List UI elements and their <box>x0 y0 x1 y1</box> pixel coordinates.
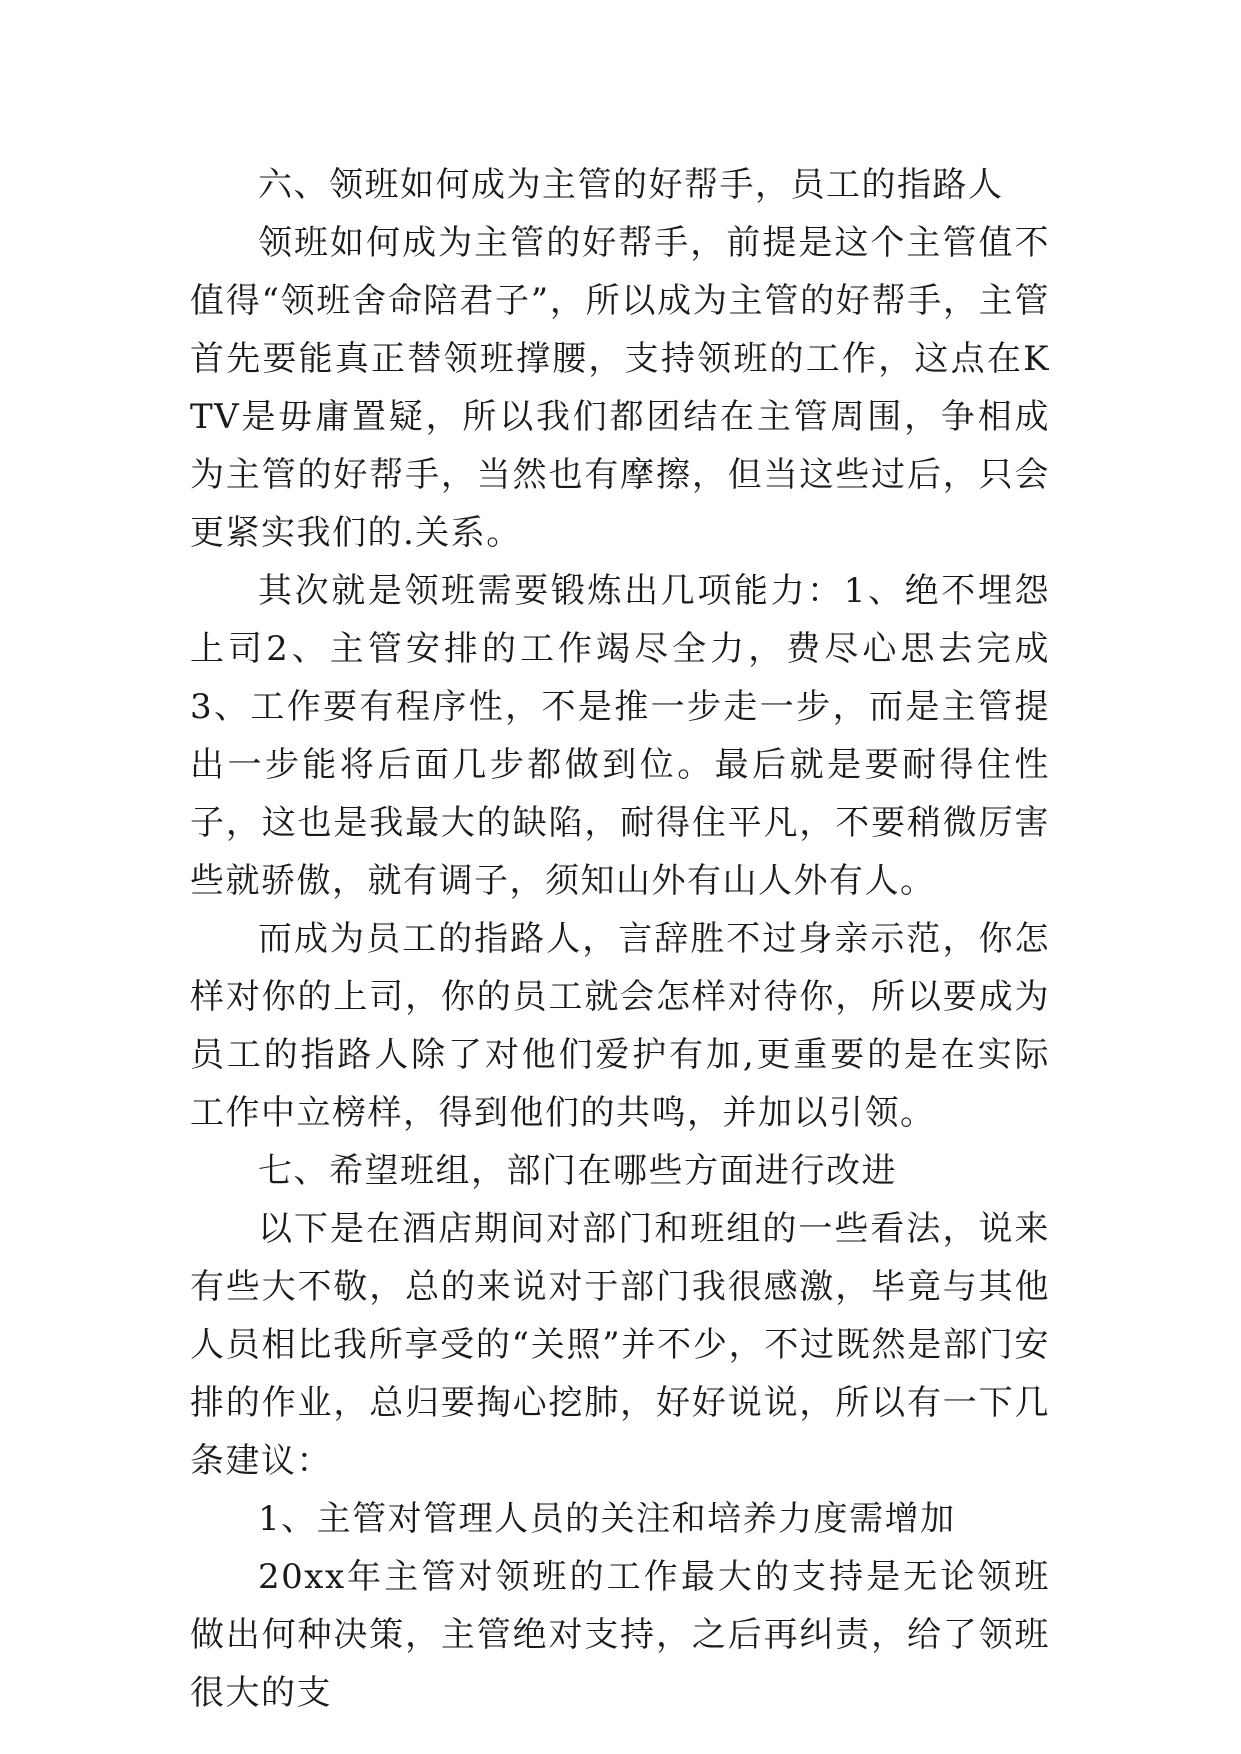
paragraph: 其次就是领班需要锻炼出几项能力：1、绝不埋怨上司2、主管安排的工作竭尽全力，费尽心思去完成3、工作要有程序性，不是推一步走一步，而是主管提出一步能将后面几步都做到位。最后就是要耐得住性子，这也是我最大的缺陷，耐得住平凡，不要稍微厉害些就骄傲，就有调子，须知山外有山人外有人。 <box>190 571 1050 901</box>
section-heading-6: 六、领班如何成为主管的好帮手，员工的指路人 <box>258 165 1004 205</box>
section-heading-7: 七、希望班组，部门在哪些方面进行改进 <box>258 1151 897 1191</box>
paragraph: 领班如何成为主管的好帮手，前提是这个主管值不值得“领班舍命陪君子”，所以成为主管的好帮手，主管首先要能真正替领班撑腰，支持领班的工作，这点在KTV是毋庸置疑，所以我们都团结在主管周围，争相成为主管的好帮手，当然也有摩擦，但当这些过后，只会更紧实我们的.关系。 <box>190 223 1050 553</box>
paragraph: 以下是在酒店期间对部门和班组的一些看法，说来有些大不敬，总的来说对于部门我很感激，毕竟与其他人员相比我所享受的“关照”并不少，不过既然是部门安排的作业，总归要掏心挖肺，好好说说，所以有一下几条建议： <box>190 1209 1050 1481</box>
document-body <box>190 156 1050 1722</box>
subsection-heading-1: 1、主管对管理人员的关注和培养力度需增加 <box>258 1499 956 1539</box>
paragraph: 20xx年主管对领班的工作最大的支持是无论领班做出何种决策，主管绝对支持，之后再纠责，给了领班很大的支 <box>190 1557 1050 1713</box>
paragraph: 而成为员工的指路人，言辞胜不过身亲示范，你怎样对你的上司，你的员工就会怎样对待你，所以要成为员工的指路人除了对他们爱护有加,更重要的是在实际工作中立榜样，得到他们的共鸣，并加以引领。 <box>190 919 1050 1133</box>
